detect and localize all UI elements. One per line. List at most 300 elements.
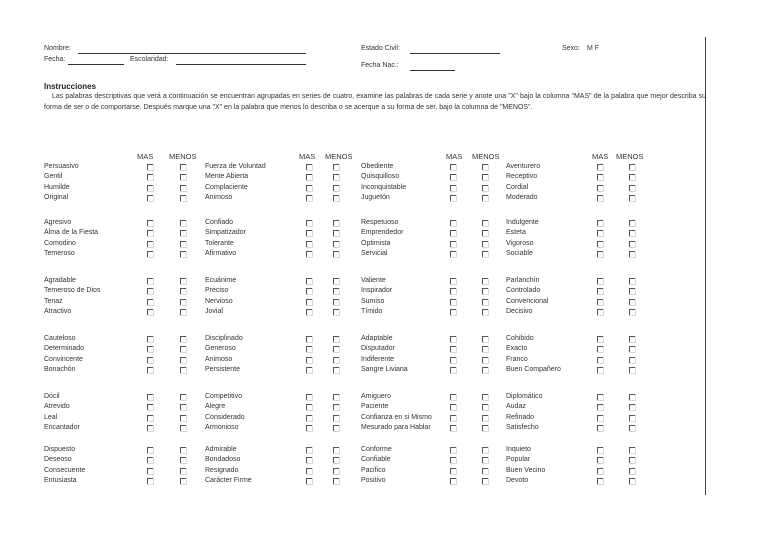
menos-checkbox[interactable] xyxy=(180,220,186,226)
mas-checkbox[interactable] xyxy=(597,185,603,191)
descriptor-word: Adaptable xyxy=(361,335,393,342)
menos-checkbox[interactable] xyxy=(482,468,488,474)
descriptor-word: Consecuente xyxy=(44,466,86,474)
menos-checkbox[interactable] xyxy=(482,230,488,236)
descriptor-word: Determinado xyxy=(44,345,85,353)
descriptor-word: Conforme xyxy=(361,446,392,453)
menos-checkbox[interactable] xyxy=(180,367,186,373)
menos-checkbox[interactable] xyxy=(482,241,488,247)
descriptor-word: Ecuánime xyxy=(205,277,237,284)
menos-checkbox[interactable] xyxy=(482,457,488,463)
mas-checkbox[interactable] xyxy=(450,394,456,400)
mas-checkbox[interactable] xyxy=(597,230,603,236)
menos-checkbox[interactable] xyxy=(180,195,186,201)
descriptor-word: Tolerante xyxy=(205,239,234,247)
mas-checkbox[interactable] xyxy=(306,251,312,257)
mas-checkbox[interactable] xyxy=(306,241,312,247)
menos-checkbox[interactable] xyxy=(333,185,339,191)
mas-checkbox[interactable] xyxy=(450,241,456,247)
descriptor-word: Exacto xyxy=(506,345,528,353)
menos-checkbox[interactable] xyxy=(180,404,186,410)
menos-checkbox[interactable] xyxy=(333,415,339,421)
mas-checkbox[interactable] xyxy=(147,241,153,247)
mas-checkbox[interactable] xyxy=(306,367,312,373)
descriptor-word: Indiferente xyxy=(361,355,395,363)
col-mas-2: MAS xyxy=(299,152,316,161)
escolaridad-label: Escolaridad: xyxy=(130,56,169,63)
descriptor-word: Controlado xyxy=(506,287,541,295)
menos-checkbox[interactable] xyxy=(482,394,488,400)
mas-checkbox[interactable] xyxy=(450,336,456,342)
mas-checkbox[interactable] xyxy=(450,415,456,421)
descriptor-word: Juguetón xyxy=(361,193,390,201)
descriptor-word: Considerado xyxy=(205,413,245,421)
mas-checkbox[interactable] xyxy=(450,357,456,363)
mas-checkbox[interactable] xyxy=(147,220,153,226)
descriptor-word: Satisfecho xyxy=(506,423,539,431)
menos-checkbox[interactable] xyxy=(629,336,635,342)
col-mas-4: MAS xyxy=(592,152,609,161)
menos-checkbox[interactable] xyxy=(482,288,488,294)
descriptor-word: Persistente xyxy=(205,365,241,373)
mas-checkbox[interactable] xyxy=(306,447,312,453)
menos-checkbox[interactable] xyxy=(629,220,635,226)
col-menos-3: MENOS xyxy=(472,152,500,161)
instructions-title: Instrucciones xyxy=(44,82,97,91)
menos-checkbox[interactable] xyxy=(180,174,186,180)
mas-checkbox[interactable] xyxy=(306,346,312,352)
menos-checkbox[interactable] xyxy=(180,457,186,463)
menos-checkbox[interactable] xyxy=(629,478,635,484)
mas-checkbox[interactable] xyxy=(597,425,603,431)
col-menos-4: MENOS xyxy=(616,152,644,161)
menos-checkbox[interactable] xyxy=(180,230,186,236)
mas-checkbox[interactable] xyxy=(597,164,603,170)
mas-checkbox[interactable] xyxy=(306,468,312,474)
menos-checkbox[interactable] xyxy=(629,346,635,352)
menos-checkbox[interactable] xyxy=(333,357,339,363)
descriptor-word: Decisivo xyxy=(506,307,533,315)
descriptor-word: Sangre Liviana xyxy=(361,365,408,373)
menos-checkbox[interactable] xyxy=(333,220,339,226)
menos-checkbox[interactable] xyxy=(482,299,488,305)
mas-checkbox[interactable] xyxy=(147,346,153,352)
descriptor-word: Confiado xyxy=(205,219,234,226)
menos-checkbox[interactable] xyxy=(180,357,186,363)
descriptor-word: Sumiso xyxy=(361,297,385,305)
escolaridad-field[interactable] xyxy=(176,64,306,65)
mas-checkbox[interactable] xyxy=(306,357,312,363)
descriptor-word: Optimista xyxy=(361,239,391,247)
mas-checkbox[interactable] xyxy=(147,404,153,410)
menos-checkbox[interactable] xyxy=(180,394,186,400)
mas-checkbox[interactable] xyxy=(597,404,603,410)
menos-checkbox[interactable] xyxy=(629,367,635,373)
menos-checkbox[interactable] xyxy=(629,425,635,431)
mas-checkbox[interactable] xyxy=(597,299,603,305)
mas-checkbox[interactable] xyxy=(306,478,312,484)
mas-checkbox[interactable] xyxy=(597,447,603,453)
mas-checkbox[interactable] xyxy=(147,230,153,236)
menos-checkbox[interactable] xyxy=(180,336,186,342)
descriptor-word: Parlanchín xyxy=(506,277,540,284)
descriptor-word: Franco xyxy=(506,355,528,363)
menos-checkbox[interactable] xyxy=(629,415,635,421)
descriptor-word: Confianza en si Mismo xyxy=(361,413,432,421)
descriptor-word: Leal xyxy=(44,413,58,421)
descriptor-word: Original xyxy=(44,193,69,201)
fecha-label: Fecha: xyxy=(44,56,66,63)
menos-checkbox[interactable] xyxy=(180,251,186,257)
mas-checkbox[interactable] xyxy=(147,447,153,453)
menos-checkbox[interactable] xyxy=(482,478,488,484)
menos-checkbox[interactable] xyxy=(629,357,635,363)
descriptor-word: Complaciente xyxy=(205,183,248,191)
mas-checkbox[interactable] xyxy=(450,164,456,170)
menos-checkbox[interactable] xyxy=(629,174,635,180)
menos-checkbox[interactable] xyxy=(629,185,635,191)
mas-checkbox[interactable] xyxy=(597,241,603,247)
menos-checkbox[interactable] xyxy=(180,164,186,170)
menos-checkbox[interactable] xyxy=(629,447,635,453)
mas-checkbox[interactable] xyxy=(306,415,312,421)
mas-checkbox[interactable] xyxy=(597,278,603,284)
menos-checkbox[interactable] xyxy=(333,468,339,474)
mas-checkbox[interactable] xyxy=(147,251,153,257)
mas-checkbox[interactable] xyxy=(597,415,603,421)
descriptor-word: Tenaz xyxy=(44,297,63,305)
menos-checkbox[interactable] xyxy=(333,457,339,463)
descriptor-word: Sociable xyxy=(506,249,533,257)
menos-checkbox[interactable] xyxy=(482,346,488,352)
mas-checkbox[interactable] xyxy=(450,299,456,305)
col-menos-1: MENOS xyxy=(169,152,197,161)
menos-checkbox[interactable] xyxy=(629,164,635,170)
mas-checkbox[interactable] xyxy=(597,220,603,226)
mas-checkbox[interactable] xyxy=(597,478,603,484)
descriptor-word: Bondadoso xyxy=(205,456,241,464)
menos-checkbox[interactable] xyxy=(180,309,186,315)
menos-checkbox[interactable] xyxy=(629,404,635,410)
menos-checkbox[interactable] xyxy=(333,346,339,352)
descriptor-word: Afirmativo xyxy=(205,249,237,257)
mas-checkbox[interactable] xyxy=(306,220,312,226)
descriptor-word: Fuerza de Voluntad xyxy=(205,163,266,170)
mas-checkbox[interactable] xyxy=(597,468,603,474)
mas-checkbox[interactable] xyxy=(147,164,153,170)
menos-checkbox[interactable] xyxy=(333,425,339,431)
descriptor-word: Persuasivo xyxy=(44,163,79,170)
mas-checkbox[interactable] xyxy=(450,447,456,453)
descriptor-word: Pacifico xyxy=(361,466,386,474)
menos-checkbox[interactable] xyxy=(629,457,635,463)
mas-checkbox[interactable] xyxy=(306,404,312,410)
mas-checkbox[interactable] xyxy=(597,346,603,352)
estado-civil-field[interactable] xyxy=(410,53,500,54)
descriptor-word: Cordial xyxy=(506,183,529,191)
mas-checkbox[interactable] xyxy=(147,394,153,400)
descriptor-word: Temeroso xyxy=(44,249,75,257)
col-menos-2: MENOS xyxy=(325,152,353,161)
menos-checkbox[interactable] xyxy=(180,478,186,484)
menos-checkbox[interactable] xyxy=(482,309,488,315)
menos-checkbox[interactable] xyxy=(482,367,488,373)
mas-checkbox[interactable] xyxy=(597,457,603,463)
mas-checkbox[interactable] xyxy=(597,251,603,257)
mas-checkbox[interactable] xyxy=(450,404,456,410)
mas-checkbox[interactable] xyxy=(306,288,312,294)
descriptor-word: Vigoroso xyxy=(506,239,534,247)
descriptor-word: Tímido xyxy=(361,307,383,315)
descriptor-word: Servicial xyxy=(361,249,388,257)
descriptor-word: Refinado xyxy=(506,413,535,421)
descriptor-word: Dispuesto xyxy=(44,446,76,453)
descriptor-word: Aventurero xyxy=(506,163,541,170)
descriptor-word: Convincente xyxy=(44,355,83,363)
descriptor-word: Generoso xyxy=(205,345,236,353)
descriptor-word: Cohibido xyxy=(506,335,534,342)
descriptor-word: Buen Compañero xyxy=(506,365,561,373)
mas-checkbox[interactable] xyxy=(450,309,456,315)
menos-checkbox[interactable] xyxy=(629,394,635,400)
descriptor-word: Comodino xyxy=(44,239,76,247)
descriptor-word: Popular xyxy=(506,456,531,464)
mas-checkbox[interactable] xyxy=(597,195,603,201)
descriptor-word: Encantador xyxy=(44,423,80,431)
menos-checkbox[interactable] xyxy=(180,299,186,305)
mas-checkbox[interactable] xyxy=(306,195,312,201)
menos-checkbox[interactable] xyxy=(333,299,339,305)
descriptor-word: Devoto xyxy=(506,476,529,484)
mas-checkbox[interactable] xyxy=(306,309,312,315)
menos-checkbox[interactable] xyxy=(333,478,339,484)
descriptor-word: Entusiasta xyxy=(44,476,77,484)
instructions-text: Las palabras descriptivas que verá a continuación se encuentran agrupadas en series de cuatro, examine las palabras de cada serie y anote una "X" bajo la columna "MAS" de la palabra que mejor describa su forma de ser o de comportarse. Después marque una "X" en la palabra que menos lo describa o se acerque a su forma de ser, bajo la columna de "MENOS". xyxy=(44,93,706,111)
descriptor-word: Humilde xyxy=(44,183,70,191)
menos-checkbox[interactable] xyxy=(180,415,186,421)
mas-checkbox[interactable] xyxy=(450,174,456,180)
mas-checkbox[interactable] xyxy=(147,299,153,305)
descriptor-word: Animoso xyxy=(205,355,233,363)
menos-checkbox[interactable] xyxy=(333,174,339,180)
descriptor-word: Armonioso xyxy=(205,423,239,431)
descriptor-word: Emprendedor xyxy=(361,229,404,237)
col-mas-3: MAS xyxy=(446,152,463,161)
descriptor-word: Carácter Firme xyxy=(205,476,252,484)
descriptor-word: Obediente xyxy=(361,163,394,170)
mas-checkbox[interactable] xyxy=(597,288,603,294)
mas-checkbox[interactable] xyxy=(147,457,153,463)
descriptor-word: Diplomático xyxy=(506,393,543,400)
menos-checkbox[interactable] xyxy=(482,220,488,226)
menos-checkbox[interactable] xyxy=(629,278,635,284)
mas-checkbox[interactable] xyxy=(450,195,456,201)
mas-checkbox[interactable] xyxy=(147,195,153,201)
mas-checkbox[interactable] xyxy=(597,367,603,373)
descriptor-word: Mente Abierta xyxy=(205,173,249,181)
mas-checkbox[interactable] xyxy=(147,309,153,315)
mas-checkbox[interactable] xyxy=(450,468,456,474)
descriptor-word: Valiente xyxy=(361,277,386,284)
menos-checkbox[interactable] xyxy=(180,278,186,284)
menos-checkbox[interactable] xyxy=(629,288,635,294)
descriptor-word: Alegre xyxy=(205,403,226,411)
mas-checkbox[interactable] xyxy=(306,164,312,170)
mas-checkbox[interactable] xyxy=(450,230,456,236)
descriptor-word: Resignado xyxy=(205,466,239,474)
descriptor-word: Nervioso xyxy=(205,297,233,305)
menos-checkbox[interactable] xyxy=(482,404,488,410)
menos-checkbox[interactable] xyxy=(333,278,339,284)
menos-checkbox[interactable] xyxy=(482,336,488,342)
menos-checkbox[interactable] xyxy=(482,164,488,170)
mas-checkbox[interactable] xyxy=(450,288,456,294)
descriptor-word: Dócil xyxy=(44,393,60,400)
menos-checkbox[interactable] xyxy=(629,299,635,305)
mas-checkbox[interactable] xyxy=(306,230,312,236)
descriptor-word: Jovial xyxy=(205,307,223,315)
mas-checkbox[interactable] xyxy=(147,478,153,484)
menos-checkbox[interactable] xyxy=(482,415,488,421)
menos-checkbox[interactable] xyxy=(482,447,488,453)
mas-checkbox[interactable] xyxy=(597,336,603,342)
menos-checkbox[interactable] xyxy=(629,230,635,236)
menos-checkbox[interactable] xyxy=(333,288,339,294)
mas-checkbox[interactable] xyxy=(450,278,456,284)
descriptor-word: Atractivo xyxy=(44,307,72,315)
menos-checkbox[interactable] xyxy=(333,394,339,400)
mas-checkbox[interactable] xyxy=(306,185,312,191)
descriptor-word: Moderado xyxy=(506,193,538,201)
mas-checkbox[interactable] xyxy=(450,185,456,191)
menos-checkbox[interactable] xyxy=(333,404,339,410)
menos-checkbox[interactable] xyxy=(333,241,339,247)
menos-checkbox[interactable] xyxy=(333,447,339,453)
mas-checkbox[interactable] xyxy=(306,425,312,431)
descriptor-word: Preciso xyxy=(205,287,229,295)
descriptor-word: Indulgente xyxy=(506,219,539,226)
mas-checkbox[interactable] xyxy=(306,299,312,305)
descriptor-word: Confiable xyxy=(361,456,391,464)
descriptor-word: Atrevido xyxy=(44,403,70,411)
descriptor-word: Deseoso xyxy=(44,456,72,464)
menos-checkbox[interactable] xyxy=(333,309,339,315)
descriptor-word: Alma de la Fiesta xyxy=(44,229,99,237)
mas-checkbox[interactable] xyxy=(147,468,153,474)
mas-checkbox[interactable] xyxy=(306,336,312,342)
menos-checkbox[interactable] xyxy=(629,468,635,474)
mas-checkbox[interactable] xyxy=(450,425,456,431)
menos-checkbox[interactable] xyxy=(629,251,635,257)
estado-civil-label: Estado Civil: xyxy=(361,45,400,52)
descriptor-word: Gentil xyxy=(44,173,63,181)
mas-checkbox[interactable] xyxy=(450,251,456,257)
mas-checkbox[interactable] xyxy=(450,346,456,352)
menos-checkbox[interactable] xyxy=(333,230,339,236)
descriptor-word: Audaz xyxy=(506,403,526,411)
menos-checkbox[interactable] xyxy=(333,195,339,201)
menos-checkbox[interactable] xyxy=(333,336,339,342)
mas-checkbox[interactable] xyxy=(306,457,312,463)
menos-checkbox[interactable] xyxy=(180,346,186,352)
mas-checkbox[interactable] xyxy=(597,174,603,180)
descriptor-word: Inconquistable xyxy=(361,183,407,191)
sexo-options[interactable]: M F xyxy=(587,45,600,52)
menos-checkbox[interactable] xyxy=(333,367,339,373)
mas-checkbox[interactable] xyxy=(147,288,153,294)
descriptor-word: Competitivo xyxy=(205,393,242,400)
col-mas-1: MAS xyxy=(137,152,154,161)
descriptor-word: Agradable xyxy=(44,277,76,284)
menos-checkbox[interactable] xyxy=(482,251,488,257)
menos-checkbox[interactable] xyxy=(180,185,186,191)
menos-checkbox[interactable] xyxy=(333,251,339,257)
sexo-label: Sexo: xyxy=(562,45,580,52)
menos-checkbox[interactable] xyxy=(482,185,488,191)
menos-checkbox[interactable] xyxy=(482,278,488,284)
mas-checkbox[interactable] xyxy=(306,394,312,400)
descriptor-word: Animoso xyxy=(205,193,233,201)
menos-checkbox[interactable] xyxy=(629,195,635,201)
fecha-field[interactable] xyxy=(68,64,124,65)
mas-checkbox[interactable] xyxy=(147,336,153,342)
menos-checkbox[interactable] xyxy=(629,241,635,247)
mas-checkbox[interactable] xyxy=(147,185,153,191)
mas-checkbox[interactable] xyxy=(450,367,456,373)
descriptor-word: Bonachón xyxy=(44,365,76,373)
mas-checkbox[interactable] xyxy=(306,174,312,180)
fecha-nac-field[interactable] xyxy=(410,70,455,71)
fecha-nac-label: Fecha Nac.: xyxy=(361,62,399,69)
mas-checkbox[interactable] xyxy=(450,457,456,463)
menos-checkbox[interactable] xyxy=(333,164,339,170)
descriptor-word: Inspirador xyxy=(361,287,393,295)
mas-checkbox[interactable] xyxy=(147,357,153,363)
menos-checkbox[interactable] xyxy=(482,357,488,363)
menos-checkbox[interactable] xyxy=(482,425,488,431)
descriptor-word: Disputador xyxy=(361,345,395,353)
mas-checkbox[interactable] xyxy=(306,278,312,284)
mas-checkbox[interactable] xyxy=(147,425,153,431)
mas-checkbox[interactable] xyxy=(147,278,153,284)
mas-checkbox[interactable] xyxy=(450,220,456,226)
nombre-field[interactable] xyxy=(78,53,306,54)
descriptor-word: Temeroso de Dios xyxy=(44,287,101,295)
descriptor-word: Cauteloso xyxy=(44,335,76,342)
descriptor-word: Disciplinado xyxy=(205,335,243,342)
menos-checkbox[interactable] xyxy=(482,174,488,180)
menos-checkbox[interactable] xyxy=(180,288,186,294)
mas-checkbox[interactable] xyxy=(450,478,456,484)
menos-checkbox[interactable] xyxy=(180,447,186,453)
mas-checkbox[interactable] xyxy=(147,415,153,421)
menos-checkbox[interactable] xyxy=(482,195,488,201)
mas-checkbox[interactable] xyxy=(597,394,603,400)
descriptor-word: Convencional xyxy=(506,297,549,305)
mas-checkbox[interactable] xyxy=(597,309,603,315)
menos-checkbox[interactable] xyxy=(180,468,186,474)
menos-checkbox[interactable] xyxy=(629,309,635,315)
mas-checkbox[interactable] xyxy=(147,367,153,373)
menos-checkbox[interactable] xyxy=(180,241,186,247)
menos-checkbox[interactable] xyxy=(180,425,186,431)
descriptor-word: Positivo xyxy=(361,476,386,484)
descriptor-word: Inquieto xyxy=(506,446,531,453)
descriptor-word: Esteta xyxy=(506,229,526,237)
mas-checkbox[interactable] xyxy=(147,174,153,180)
mas-checkbox[interactable] xyxy=(597,357,603,363)
descriptor-word: Respetuoso xyxy=(361,219,399,226)
